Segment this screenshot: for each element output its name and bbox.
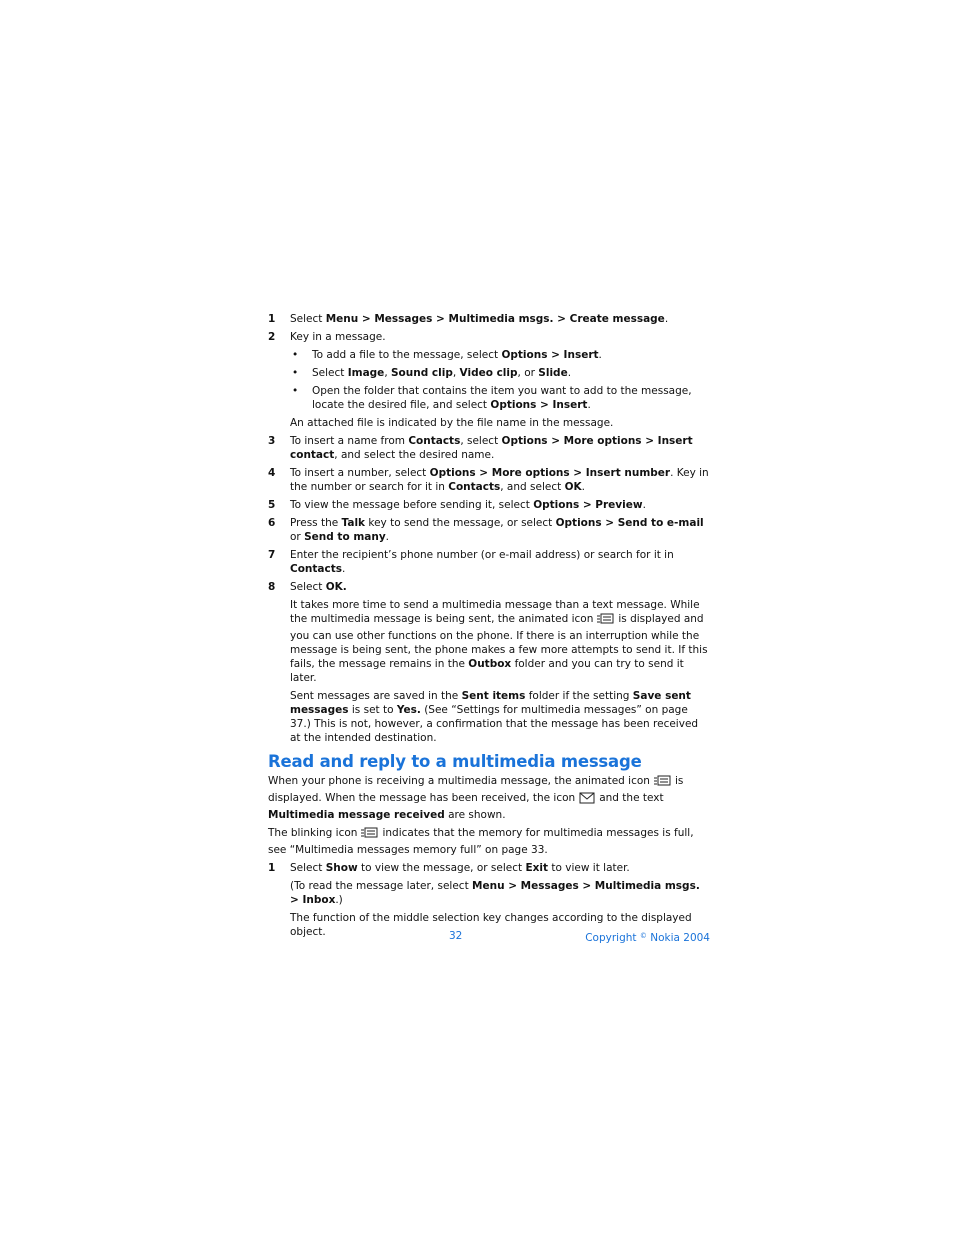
bullet-item: • To add a file to the message, select Options > Insert. [290, 348, 710, 362]
insert-options-list [290, 348, 710, 412]
copyright-notice: Copyright © Nokia 2004 [585, 932, 710, 944]
sending-note: It takes more time to send a multimedia message than a text message. While the multimedia message is being sent, the animated icon is displayed and you can use other functions on the phone. If there is an interruption while the message is being sent, the phone makes a few more attempts to send it. If this fails, the message remains in the Outbox folder and you can try to send it later. [290, 599, 708, 684]
steps-list-create [268, 312, 710, 344]
step-item: 8 Select OK. [268, 581, 347, 593]
step-item: 1 Select Menu > Messages > Multimedia msgs. > Create message. [268, 313, 669, 325]
step-item: 3 To insert a name from Contacts, select Options > More options > Insert contact, and select the desired name. [268, 435, 693, 461]
middle-key-note: The function of the middle selection key changes according to the displayed object. [290, 912, 692, 938]
step-item: 2 Key in a message. [268, 331, 386, 343]
step-number: 3 [268, 435, 276, 447]
saved-note: Sent messages are saved in the Sent items folder if the setting Save sent messages is set to Yes. (See “Settings for multimedia messages” on page 37.) This is not, however, a confirmation that the message has been received at the intended destination. [290, 690, 699, 744]
step-number: 8 [268, 581, 276, 593]
memory-full-icon [361, 827, 378, 843]
envelope-icon [579, 792, 595, 808]
attached-note: An attached file is indicated by the file name in the message. [290, 417, 614, 429]
multimedia-receiving-icon [654, 775, 671, 791]
bullet-item: • Select Image, Sound clip, Video clip, or Slide. [290, 366, 710, 380]
blinking-note: The blinking icon indicates that the memory for multimedia messages is full, see “Multimedia messages memory full” on page 33. [268, 827, 694, 856]
step-number: 1 [268, 862, 276, 874]
receiving-note: When your phone is receiving a multimedia message, the animated icon is displayed. When the message has been received, the icon and the text Multimedia message received are shown. [268, 775, 684, 821]
step-item: 5 To view the message before sending it, select Options > Preview. [268, 499, 646, 511]
bullet-item: • Open the folder that contains the item you want to add to the message, locate the desired file, and select Options > Insert. [290, 384, 710, 412]
manual-page [268, 312, 710, 943]
step-number: 4 [268, 467, 276, 479]
step-item: 6 Press the Talk key to send the message, or select Options > Send to e-mail or Send to many. [268, 517, 704, 543]
page-number: 32 [449, 930, 463, 942]
step-item: 1 Select Show to view the message, or select Exit to view it later. [268, 862, 630, 874]
step-item: 4 To insert a number, select Options > More options > Insert number. Key in the number or search for it in Contacts, and select OK. [268, 467, 709, 493]
step-number: 6 [268, 517, 276, 529]
multimedia-sending-icon [597, 613, 614, 629]
step-number: 1 [268, 313, 276, 325]
step-number: 2 [268, 331, 276, 343]
section-title: Read and reply to a multimedia message [268, 752, 642, 771]
later-note: (To read the message later, select Menu > Messages > Multimedia msgs. > Inbox.) [290, 880, 700, 906]
steps-list-read [268, 861, 710, 875]
step-number: 7 [268, 549, 276, 561]
steps-list-send [268, 434, 710, 594]
step-number: 5 [268, 499, 276, 511]
step-item: 7 Enter the recipient’s phone number (or e-mail address) or search for it in Contacts. [268, 549, 674, 575]
